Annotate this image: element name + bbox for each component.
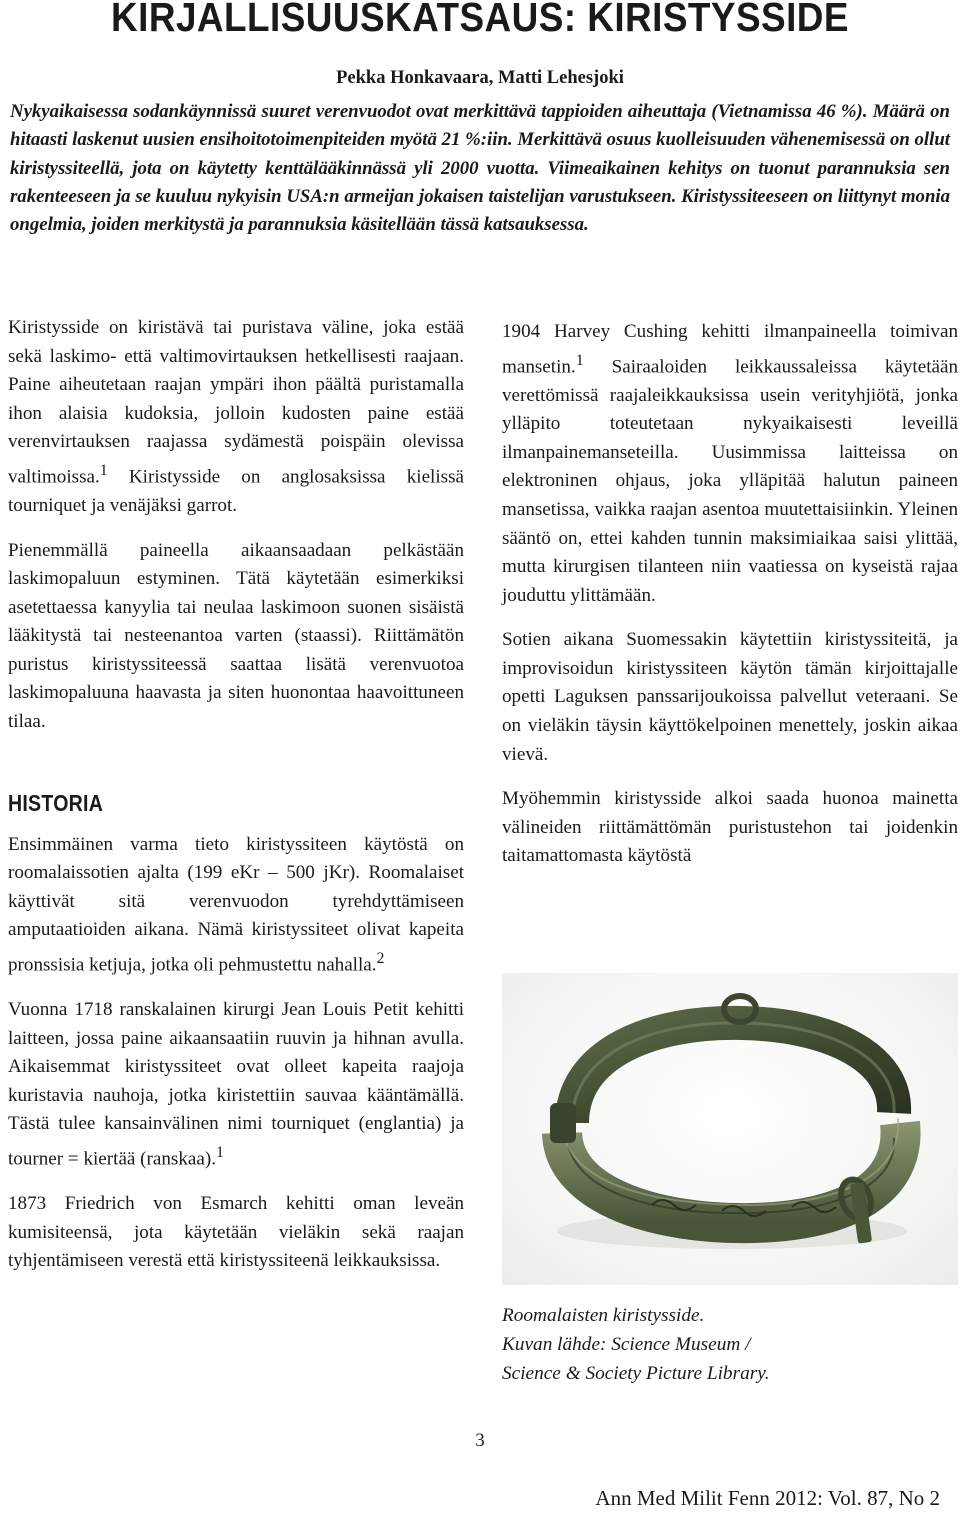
body-paragraph: Vuonna 1718 ranskalainen kirurgi Jean Louis Petit kehitti laitteen, jossa paine aikaansaatiin ruuvin ja hihnan avulla. Aikaisemmat kiristyssiteet ovat olleet kapeita raajoja kuristavia nauhoja, jotka kiristettiin sauvaa kääntämällä. Tästä tulee kansainvälinen nimi tourniquet (englantia) ja tourner = kiertää (ranskaa).$^1$ [8, 999, 464, 1170]
reference-superscript: 1 [215, 1143, 224, 1161]
article-title: KIRJALLISUUSKATSAUS: KIRISTYSSIDE [111, 0, 849, 40]
reference-superscript: 2 [376, 950, 385, 968]
body-paragraph: Pienemmällä paineella aikaansaadaan pelkästään laskimopaluun estyminen. Tätä käytetään esimerkiksi asetettaessa kanyylia tai neulaa laskimoon suonen sisäistä lääkitystä tai nesteenantoa varten (staassi). Riittämätön puristus kiristyssiteessä saattaa lisätä verenvuotoa laskimopaluuna haavasta ja siten huonontaa haavoittuneen tilaa. [8, 539, 464, 733]
body-paragraph: Myöhemmin kiristysside alkoi saada huonoa mainetta välineiden riittämättömän puristustehon tai joidenkin taitamattomasta käytöstä [502, 788, 958, 867]
caption-line: Kuvan lähde: Science Museum / [502, 1334, 751, 1355]
body-paragraph: Sotien aikana Suomessakin käytettiin kiristyssiteitä, ja improvisoidun kiristyssiteen käytön tämän kirjoittajalle opetti Laguksen panssarijoukoissa palvellut veteraani. Se on vieläkin täysin käyttökelpoinen menettely, joskin aikaa vievä. [502, 629, 958, 765]
article-abstract: Nykyaikaisessa sodankäynnissä suuret verenvuodot ovat merkittävä tappioiden aiheuttaja (Vietnamissa 46 %). Määrä on hitaasti laskenut uusien ensihoitotoimenpiteiden myötä 21 %:iin. Merkittävä osuus kuolleisuuden vähenemisessä on ollut kiristyssiteellä, jota on käytetty kenttälääkinnässä yli 2000 vuotta. Viimeaikainen kehitys on tuonut parannuksia sen rakenteeseen ja se kuuluu nykyisin USA:n armeijan jokaisen taistelijan varustukseen. Kiristyssiteeseen on liittynyt monia ongelmia, joiden merkitystä ja parannuksia käsitellään tässä katsauksessa. [10, 101, 950, 236]
bronze-tourniquet-illustration [502, 973, 958, 1285]
section-heading: HISTORIA [8, 789, 104, 816]
figure-caption [502, 1301, 958, 1388]
body-paragraph: 1873 Friedrich von Esmarch kehitti oman leveän kumisiteensä, jota käytetään vieläkin sekä raajan tyhjentämiseen verestä että kiristyssiteenä leikkauksissa. [8, 1192, 464, 1272]
right-column [502, 318, 958, 871]
caption-line: Science & Society Picture Library. [502, 1363, 770, 1384]
body-paragraph: 1904 Harvey Cushing kehitti ilmanpaineella toimivan mansetin.$^1$ Sairaaloiden leikkaussaleissa käytetään verettömissä raajaleikkauksissa usein verityhjiötä, jonka ylläpito toteutetaan nykyaikaisesti leveillä ilmanpainemanseteilla. Uusimmissa laitteissa on elektroninen ohjaus, joka ylläpitää halutun paineen mansetissa, vaikka raajan asentoa muutettaisiinkin. Yleinen sääntö on, ettei kahden tunnin maksimiaikaa saisi ylittää, mutta kirurgisen tilanteen niin vaatiessa on kyseistä rajaa jouduttu ylittämään. [502, 321, 958, 606]
body-paragraph: Ensimmäinen varma tieto kiristyssiteen käytöstä on roomalaissotien ajalta (199 eKr – 500 jKr). Roomalaiset käyttivät sitä verenvuodon tyrehdyttämiseen amputaatioiden aikana. Nämä kiristyssiteet olivat kapeita pronssisia ketjuja, jotka oli pehmustettu nahalla.$^2$ [8, 833, 464, 976]
caption-line: Roomalaisten kiristysside. [502, 1305, 705, 1326]
page-number: 3 [475, 1430, 485, 1451]
reference-superscript: 1 [575, 351, 584, 369]
left-column [8, 314, 464, 1276]
journal-citation: Ann Med Milit Fenn 2012: Vol. 87, No 2 [595, 1486, 940, 1510]
body-paragraph: Kiristysside on kiristävä tai puristava väline, joka estää sekä laskimo- että valtimovirtauksen hetkellisesti raajaan. Paine aiheutetaan raajan ympäri ihon päältä puristamalla ihon alaisia kudoksia, jolloin kudosten paine estää verenvirtauksen raajassa sydämestä poispäin olevissa valtimoissa.$^1$ Kiristysside on anglosaksissa kielissä tourniquet ja venäjäksi garrot. [8, 317, 464, 516]
figure-roman-tourniquet-photo [502, 973, 958, 1285]
article-authors: Pekka Honkavaara, Matti Lehesjoki [336, 68, 624, 88]
reference-superscript: 1 [99, 461, 108, 479]
